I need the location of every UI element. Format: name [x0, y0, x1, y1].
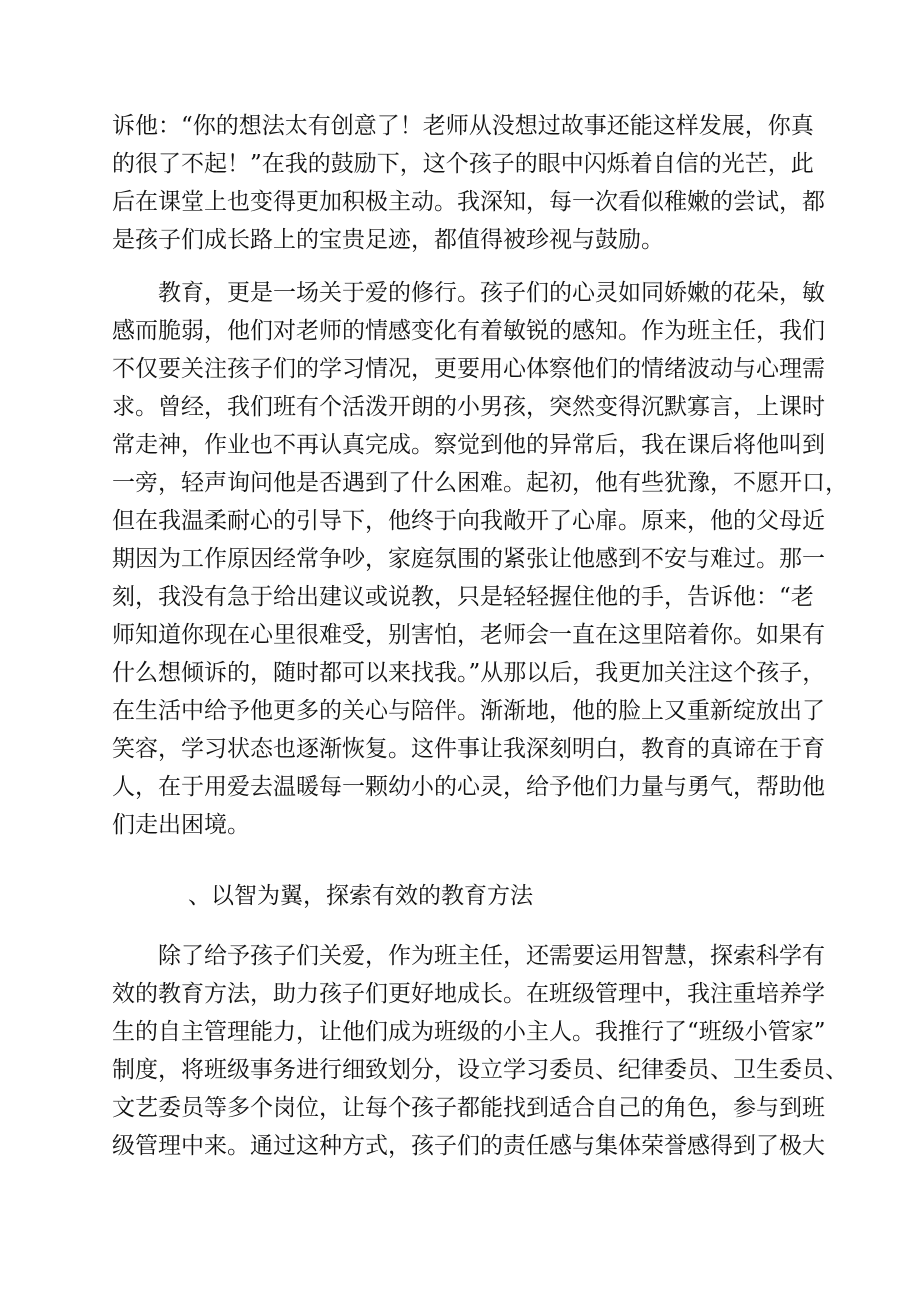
text-line: 求。曾经，我们班有个活泼开朗的小男孩，突然变得沉默寡言，上课时 — [112, 394, 825, 420]
paragraph-2 — [112, 274, 848, 844]
text-line: 笑容，学习状态也逐渐恢复。这件事让我深刻明白，教育的真谛在于育 — [112, 736, 825, 762]
text-line: 效的教育方法，助力孩子们更好地成长。在班级管理中，我注重培养学 — [112, 981, 825, 1007]
text-line: 一旁，轻声询问他是否遇到了什么困难。起初，他有些犹豫，不愿开口， — [112, 470, 848, 496]
text-line: 什么想倾诉的，随时都可以来找我。”从那以后，我更加关注这个孩子， — [112, 660, 826, 686]
text-line: 文艺委员等多个岗位，让每个孩子都能找到适合自己的角色，参与到班 — [112, 1095, 825, 1121]
text-line: 诉他：“你的想法太有创意了！老师从没想过故事还能这样发展，你真 — [112, 113, 814, 139]
text-line: 不仅要关注孩子们的学习情况，更要用心体察他们的情绪波动与心理需 — [112, 356, 825, 382]
text-line: 们走出困境。 — [112, 812, 250, 838]
text-line: 级管理中来。通过这种方式，孩子们的责任感与集体荣誉感得到了极大 — [112, 1133, 825, 1159]
section-heading — [188, 877, 533, 915]
text-line: 教育，更是一场关于爱的修行。孩子们的心灵如同娇嫩的花朵，敏 — [158, 280, 825, 306]
text-line: 制度，将班级事务进行细致划分，设立学习委员、纪律委员、卫生委员、 — [112, 1057, 848, 1083]
text-line: 除了给予孩子们关爱，作为班主任，还需要运用智慧，探索科学有 — [158, 943, 825, 969]
text-line: 刻，我没有急于给出建议或说教，只是轻轻握住他的手，告诉他：“老 — [112, 584, 814, 610]
text-line: 常走神，作业也不再认真完成。察觉到他的异常后，我在课后将他叫到 — [112, 432, 825, 458]
section-heading-text: 、以智为翼，探索有效的教育方法 — [188, 883, 533, 909]
text-line: 期因为工作原因经常争吵，家庭氛围的紧张让他感到不安与难过。那一 — [112, 546, 825, 572]
text-line: 人，在于用爱去温暖每一颗幼小的心灵，给予他们力量与勇气，帮助他 — [112, 774, 825, 800]
text-line: 但在我温柔耐心的引导下，他终于向我敞开了心扉。原来，他的父母近 — [112, 508, 825, 534]
text-line: 后在课堂上也变得更加积极主动。我深知，每一次看似稚嫩的尝试，都 — [112, 189, 825, 215]
text-line: 是孩子们成长路上的宝贵足迹，都值得被珍视与鼓励。 — [112, 227, 664, 253]
text-line: 感而脆弱，他们对老师的情感变化有着敏锐的感知。作为班主任，我们 — [112, 318, 825, 344]
paragraph-3 — [112, 937, 848, 1165]
text-line: 的很了不起！”在我的鼓励下，这个孩子的眼中闪烁着自信的光芒，此 — [112, 151, 814, 177]
text-line: 师知道你现在心里很难受，别害怕，老师会一直在这里陪着你。如果有 — [112, 622, 825, 648]
text-line: 在生活中给予他更多的关心与陪伴。渐渐地，他的脸上又重新绽放出了 — [112, 698, 825, 724]
text-line: 生的自主管理能力，让他们成为班级的小主人。我推行了“班级小管家” — [112, 1019, 826, 1045]
paragraph-1 — [112, 107, 825, 259]
